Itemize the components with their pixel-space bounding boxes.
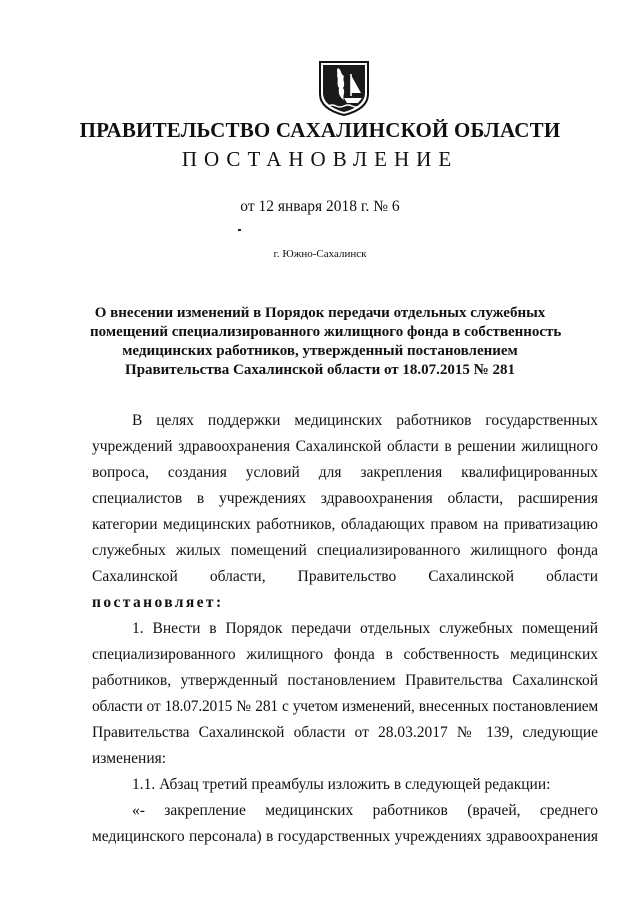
body-line: работников, утвержденный постановлением Правительства Сахалинской <box>92 672 598 689</box>
body-line: категории медицинских работников, обладающих правом на приватизацию <box>92 516 598 533</box>
body-line: вопроса, создания условий для закрепления квалифицированных <box>92 464 598 481</box>
body-line: области от 18.07.2015 № 281 с учетом изменений, внесенных постановлением <box>92 698 598 715</box>
decree-keyword: постановляет: <box>92 594 224 611</box>
document-date-number: от 12 января 2018 г. № 6 <box>240 198 400 215</box>
heading-line: медицинских работников, утвержденный постановлением <box>122 343 518 359</box>
body-line: учреждений здравоохранения Сахалинской области в решении жилищного <box>92 438 598 455</box>
body-line: служебных жилых помещений специализированного жилищного фонда <box>92 542 598 559</box>
body-line: Сахалинской области, Правительство Сахалинской области <box>92 568 598 585</box>
heading-line: помещений специализированного жилищного фонда в собственность <box>90 324 562 340</box>
document-heading <box>90 304 562 380</box>
body-line: изменения: <box>92 750 167 767</box>
body-line: Правительства Сахалинской области от 28.03.2017 № 139, следующие <box>92 724 598 741</box>
government-title: ПРАВИТЕЛЬСТВО САХАЛИНСКОЙ ОБЛАСТИ <box>79 118 561 142</box>
body-line: В целях поддержки медицинских работников государственных <box>132 412 598 429</box>
scan-artifact-dot <box>238 229 241 231</box>
heading-line: О внесении изменений в Порядок передачи отдельных служебных <box>94 305 546 321</box>
body-line: 1. Внести в Порядок передачи отдельных служебных помещений <box>132 620 598 637</box>
body-line: специалистов в учреждениях здравоохранения области, расширения <box>92 490 598 507</box>
heading-line: Правительства Сахалинской области от 18.07.2015 № 281 <box>125 362 515 378</box>
document-city: г. Южно-Сахалинск <box>273 248 367 260</box>
document-type: ПОСТАНОВЛЕНИЕ <box>181 147 459 171</box>
body-line: «- закрепление медицинских работников (врачей, среднего <box>132 802 598 819</box>
body-line: медицинского персонала) в государственных учреждениях здравоохранения <box>92 828 598 845</box>
body-line: 1.1. Абзац третий преамбулы изложить в следующей редакции: <box>132 776 551 793</box>
coat-of-arms-icon <box>318 60 370 116</box>
body-line: специализированного жилищного фонда в собственность медицинских <box>92 646 598 663</box>
